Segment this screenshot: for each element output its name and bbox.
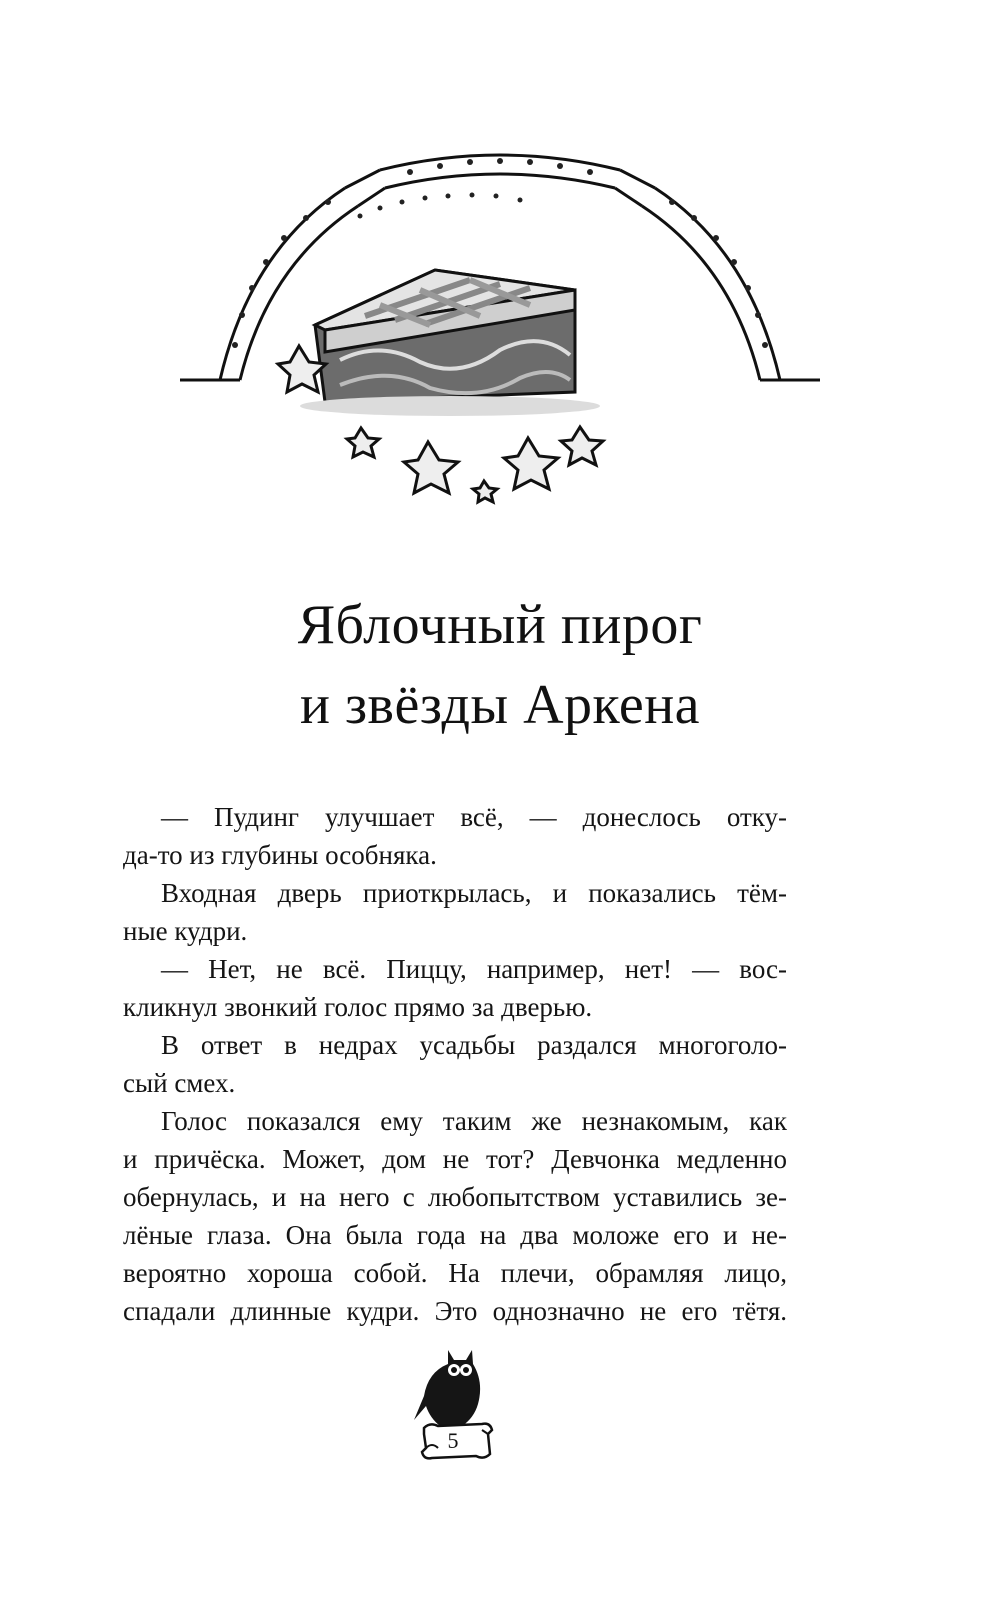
text-line: лёные глаза. Она была года на два моложе его и не- bbox=[123, 1220, 787, 1250]
text-line: — Нет, не всё. Пиццу, например, нет! — вос- bbox=[161, 954, 787, 984]
chapter-body-text bbox=[123, 798, 787, 1330]
text-line: кликнул звонкий голос прямо за дверью. bbox=[123, 992, 593, 1022]
chapter-title-line-1: Яблочный пирог bbox=[297, 594, 703, 656]
text-line: обернулась, и на него с любопытством уставились зе- bbox=[123, 1182, 787, 1212]
text-line: В ответ в недрах усадьбы раздался многоголо- bbox=[161, 1030, 787, 1060]
text-line: Входная дверь приоткрылась, и показались тём- bbox=[161, 878, 787, 908]
chapter-title-line-2: и звёзды Аркена bbox=[299, 674, 701, 736]
apple-pie-slice bbox=[300, 270, 600, 416]
text-line: ные кудри. bbox=[123, 916, 248, 946]
text-line: Голос показался ему таким же незнакомым, как bbox=[161, 1106, 787, 1136]
page-number: 5 bbox=[447, 1428, 459, 1453]
text-line: вероятно хороша собой. На плечи, обрамляя лицо, bbox=[123, 1258, 787, 1288]
text-line: и причёска. Может, дом не тот? Девчонка медленно bbox=[123, 1144, 787, 1174]
chapter-title bbox=[100, 585, 900, 745]
text-line: да-то из глубины особняка. bbox=[123, 840, 437, 870]
text-line: спадали длинные кудри. Это однозначно не его тётя. bbox=[123, 1296, 787, 1326]
text-line: — Пудинг улучшает всё, — донеслось отку- bbox=[161, 802, 787, 832]
text-line: сый смех. bbox=[123, 1068, 236, 1098]
chapter-header-illustration bbox=[180, 140, 820, 530]
